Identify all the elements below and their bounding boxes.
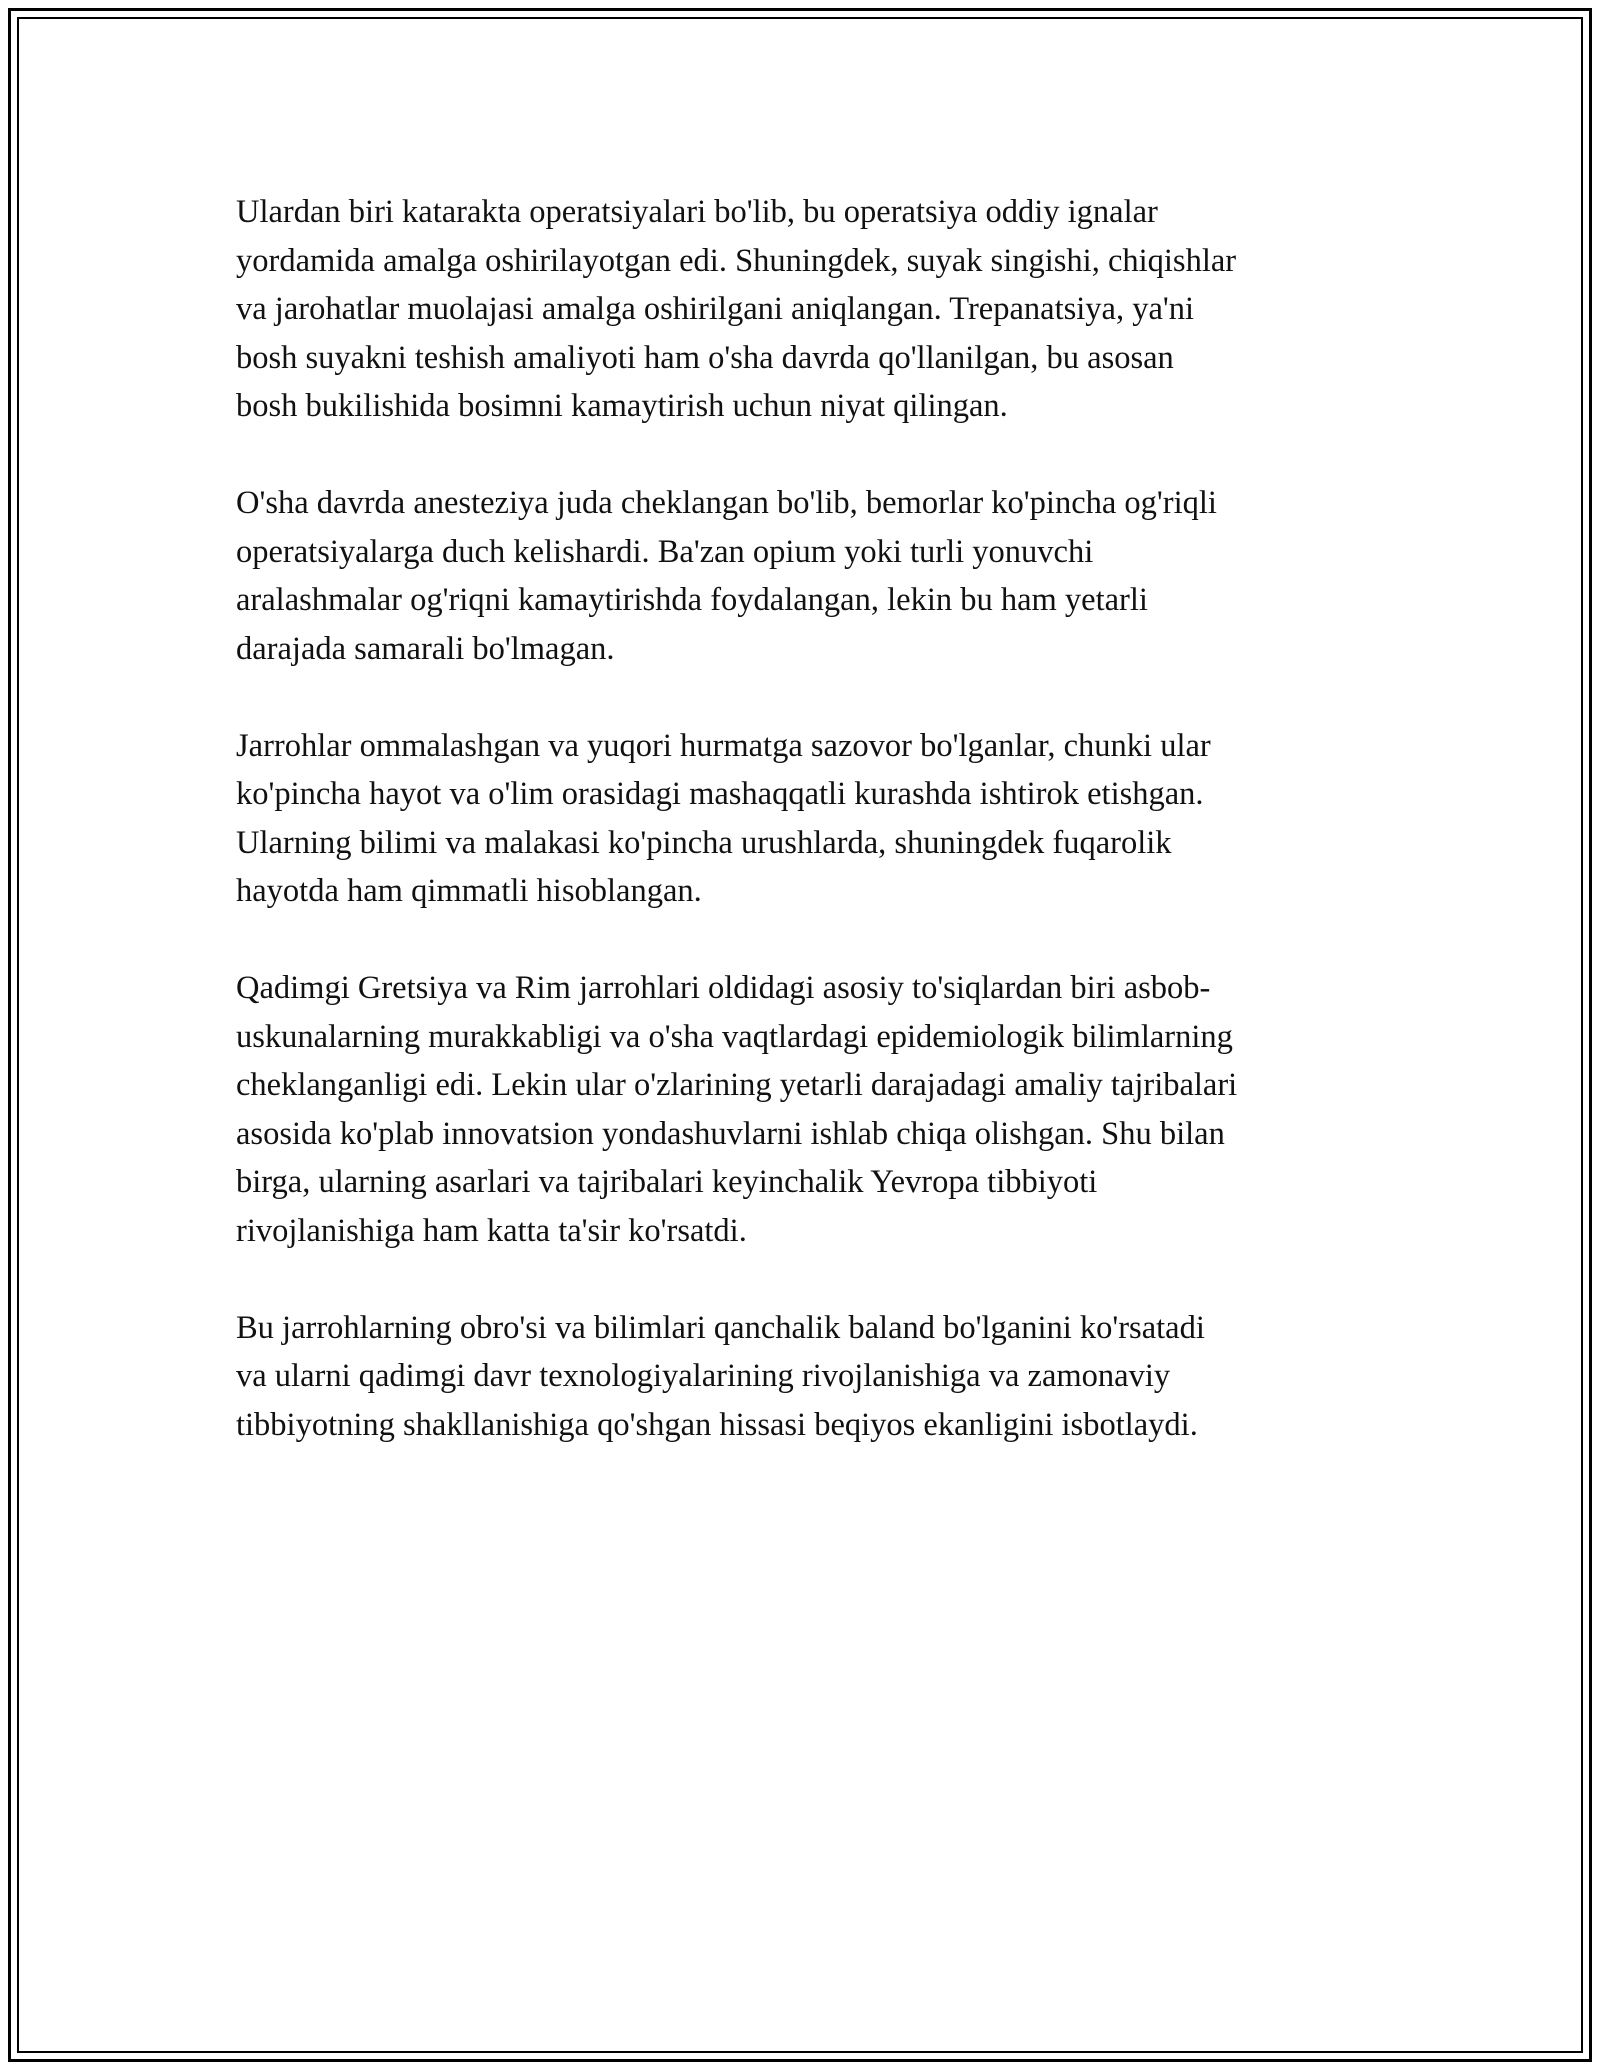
- text-line: O'sha davrda anesteziya juda cheklangan bo'lib, bemorlar ko'pincha og'riqli: [236, 485, 1217, 521]
- text-line: bosh suyakni teshish amaliyoti ham o'sha davrda qo'llanilgan, bu asosan: [236, 339, 1174, 376]
- text-line: birga, ularning asarlari va tajribalari keyinchalik Yevropa tibbiyoti: [236, 1164, 1098, 1200]
- text-line: cheklanganligi edi. Lekin ular o'zlarining yetarli darajadagi amaliy tajribalari: [236, 1067, 1238, 1103]
- text-line: Ulardan biri katarakta operatsiyalari bo'lib, bu operatsiya oddiy ignalar: [236, 194, 1158, 230]
- paragraph-5: [236, 1304, 1376, 1450]
- paragraph-3: [236, 722, 1376, 916]
- text-line: operatsiyalarga duch kelishardi. Ba'zan opium yoki turli yonuvchi: [236, 533, 1094, 570]
- text-line: bosh bukilishida bosimni kamaytirish uchun niyat qilingan.: [236, 388, 1008, 424]
- text-line: ko'pincha hayot va o'lim orasidagi mashaqqatli kurashda ishtirok etishgan.: [236, 776, 1204, 812]
- text-line: aralashmalar og'riqni kamaytirishda foydalangan, lekin bu ham yetarli: [236, 582, 1148, 618]
- text-line: va ularni qadimgi davr texnologiyalarining rivojlanishiga va zamonaviy: [236, 1358, 1171, 1394]
- text-line: tibbiyotning shakllanishiga qo'shgan hissasi beqiyos ekanligini isbotlaydi.: [236, 1406, 1198, 1443]
- text-line: Bu jarrohlarning obro'si va bilimlari qanchalik baland bo'lganini ko'rsatadi: [236, 1309, 1205, 1346]
- text-line: va jarohatlar muolajasi amalga oshirilgani aniqlangan. Trepanatsiya, ya'ni: [236, 291, 1195, 327]
- paragraph-4: [236, 964, 1376, 1255]
- text-line: Jarrohlar ommalashgan va yuqori hurmatga sazovor bo'lganlar, chunki ular: [236, 727, 1211, 764]
- text-line: hayotda ham qimmatli hisoblangan.: [236, 873, 702, 909]
- text-line: Ularning bilimi va malakasi ko'pincha urushlarda, shuningdek fuqarolik: [236, 824, 1172, 861]
- paragraph-2: [236, 479, 1376, 673]
- paragraph-1: [236, 188, 1376, 431]
- text-line: asosida ko'plab innovatsion yondashuvlarni ishlab chiqa olishgan. Shu bilan: [236, 1115, 1225, 1152]
- text-line: uskunalarning murakkabligi va o'sha vaqtlardagi epidemiologik bilimlarning: [236, 1018, 1233, 1055]
- text-line: Qadimgi Gretsiya va Rim jarrohlari oldidagi asosiy to'siqlardan biri asbob-: [236, 970, 1211, 1006]
- text-line: yordamida amalga oshirilayotgan edi. Shuningdek, suyak singishi, chiqishlar: [236, 242, 1237, 279]
- text-line: darajada samarali bo'lmagan.: [236, 630, 615, 667]
- document-body: [236, 188, 1376, 1498]
- text-line: rivojlanishiga ham katta ta'sir ko'rsatdi.: [236, 1212, 747, 1249]
